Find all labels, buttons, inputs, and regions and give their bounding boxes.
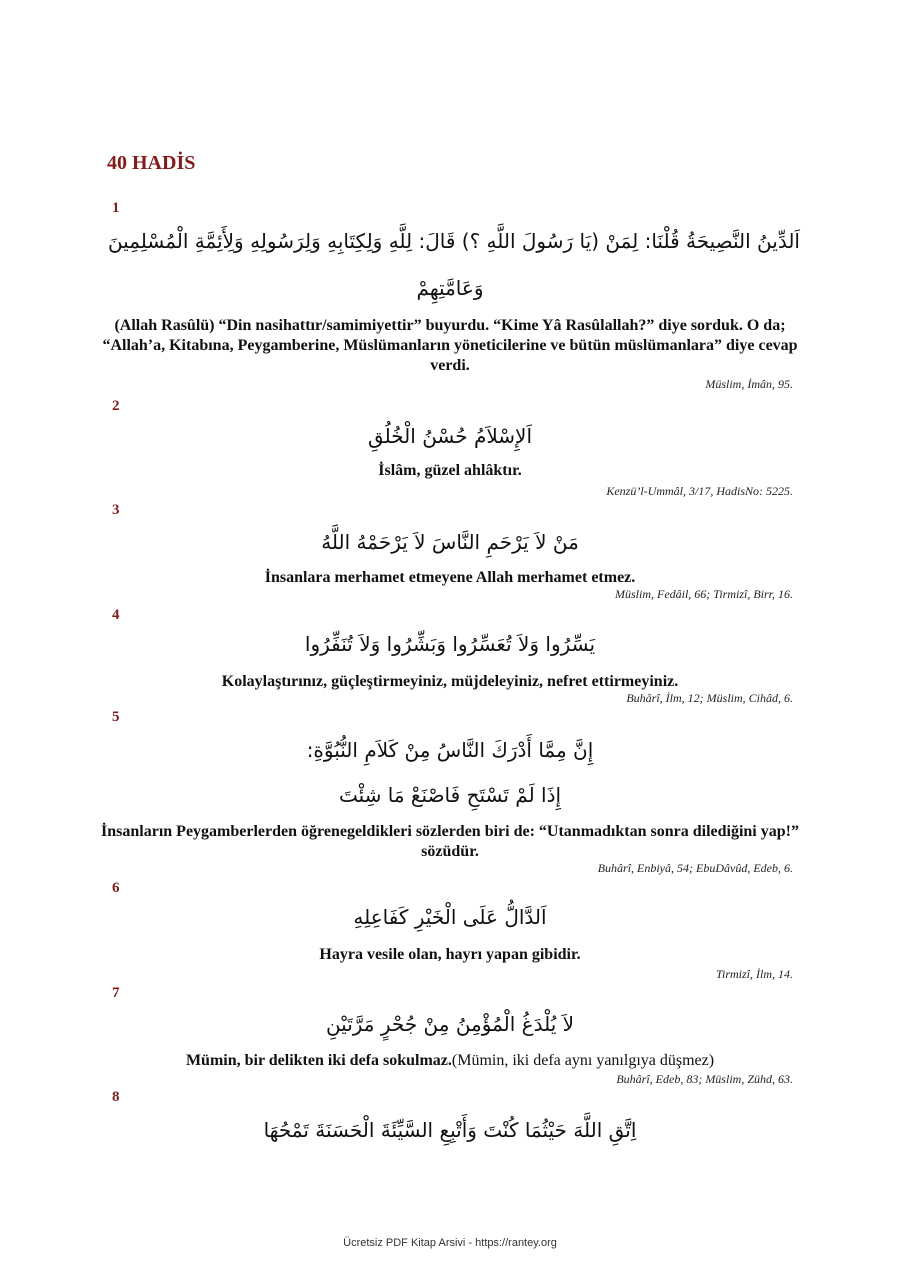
hadith-arabic: إِنَّ مِمَّا أَدْرَكَ النَّاسُ مِنْ كَلاَمِ النُّبُوَّةِ: xyxy=(306,738,594,762)
hadith-translation: İnsanların Peygamberlerden öğrenegeldikleri sözlerden biri de: “Utanmadıktan sonra dilediğini yap!” sözüdür. xyxy=(101,823,799,860)
hadith-translation: Hayra vesile olan, hayrı yapan gibidir. xyxy=(319,946,581,963)
hadith-arabic: مَنْ لاَ يَرْحَمِ النَّاسَ لاَ يَرْحَمْهُ اللَّهُ xyxy=(321,530,579,554)
hadith-source: Müslim, İmân, 95. xyxy=(705,377,793,391)
hadith-translation xyxy=(100,1051,800,1071)
hadith-number: 2 xyxy=(112,398,120,414)
hadith-translation: İnsanlara merhamet etmeyene Allah merhamet etmez. xyxy=(264,569,636,586)
hadith-translation: Kolaylaştırınız, güçleştirmeyiniz, müjdeleyiniz, nefret ettirmeyiniz. xyxy=(221,673,679,690)
hadith-arabic: يَسِّرُوا وَلاَ تُعَسِّرُوا وَبَشِّرُوا وَلاَ تُنَفِّرُوا xyxy=(304,632,596,656)
hadith-arabic: اَلدِّينُ النَّصِيحَةُ قُلْنَا: لِمَنْ (يَا رَسُولَ اللَّهِ ؟) قَالَ: لِلَّهِ وَلِكِتَابِهِ وَلِرَسُولِهِ وَلِأَئِمَّةِ الْمُسْلِمِينَ xyxy=(107,229,800,253)
hadith-arabic: اِتَّقِ اللَّهَ حَيْثُمَا كُنْتَ وَأَتْبِعِ السَّيِّئَةَ الْحَسَنَةَ تَمْحُهَا xyxy=(263,1118,637,1142)
hadith-number: 1 xyxy=(112,200,120,216)
hadith-arabic: اَلإِسْلاَمُ حُسْنُ الْخُلُقِ xyxy=(367,424,533,448)
footer-text: Ücretsiz PDF Kitap Arsivi - https://rantey.org xyxy=(343,1237,557,1249)
hadith-number: 8 xyxy=(112,1089,120,1105)
hadith-number: 7 xyxy=(112,985,120,1001)
translation-note: (Mümin, iki defa aynı yanılgıya düşmez) xyxy=(451,1052,715,1069)
hadith-number: 6 xyxy=(112,880,120,896)
hadith-arabic: إِذَا لَمْ تَسْتَحِ فَاصْنَعْ مَا شِئْتَ xyxy=(338,783,562,807)
translation-bold: Mümin, bir delikten iki defa sokulmaz. xyxy=(185,1052,452,1069)
hadith-arabic: لاَ يُلْدَغُ الْمُؤْمِنُ مِنْ جُحْرٍ مَرَّتَيْنِ xyxy=(325,1012,575,1036)
hadith-source: Buhârî, Edeb, 83; Müslim, Zühd, 63. xyxy=(616,1072,793,1086)
hadith-translation: (Allah Rasûlü) “Din nasihattır/samimiyettir” buyurdu. “Kime Yâ Rasûlallah?” diye sorduk. O da; “Allah’a, Kitabına, Peygamberine, Müslümanların yöneticilerine ve bütün müslümanlara” diye cevap verdi. xyxy=(102,317,798,374)
hadith-source: Buhârî, İlm, 12; Müslim, Cihâd, 6. xyxy=(626,691,793,705)
page-title: 40 HADİS xyxy=(107,152,196,174)
hadith-translation: İslâm, güzel ahlâktır. xyxy=(378,462,522,479)
hadith-number: 3 xyxy=(112,502,120,518)
hadith-number: 4 xyxy=(112,607,120,623)
hadith-arabic: اَلدَّالُّ عَلَى الْخَيْرِ كَفَاعِلِهِ xyxy=(353,905,547,929)
hadith-source: Tirmizî, İlm, 14. xyxy=(715,967,793,981)
hadith-number: 5 xyxy=(112,709,120,725)
hadith-source: Kenzü’l-Ummâl, 3/17, HadisNo: 5225. xyxy=(606,484,793,498)
hadith-source: Buhârî, Enbiyâ, 54; EbuDâvûd, Edeb, 6. xyxy=(597,861,793,875)
hadith-arabic: وَعَامَّتِهِمْ xyxy=(416,276,484,300)
hadith-source: Müslim, Fedâil, 66; Tirmizî, Birr, 16. xyxy=(614,587,793,601)
